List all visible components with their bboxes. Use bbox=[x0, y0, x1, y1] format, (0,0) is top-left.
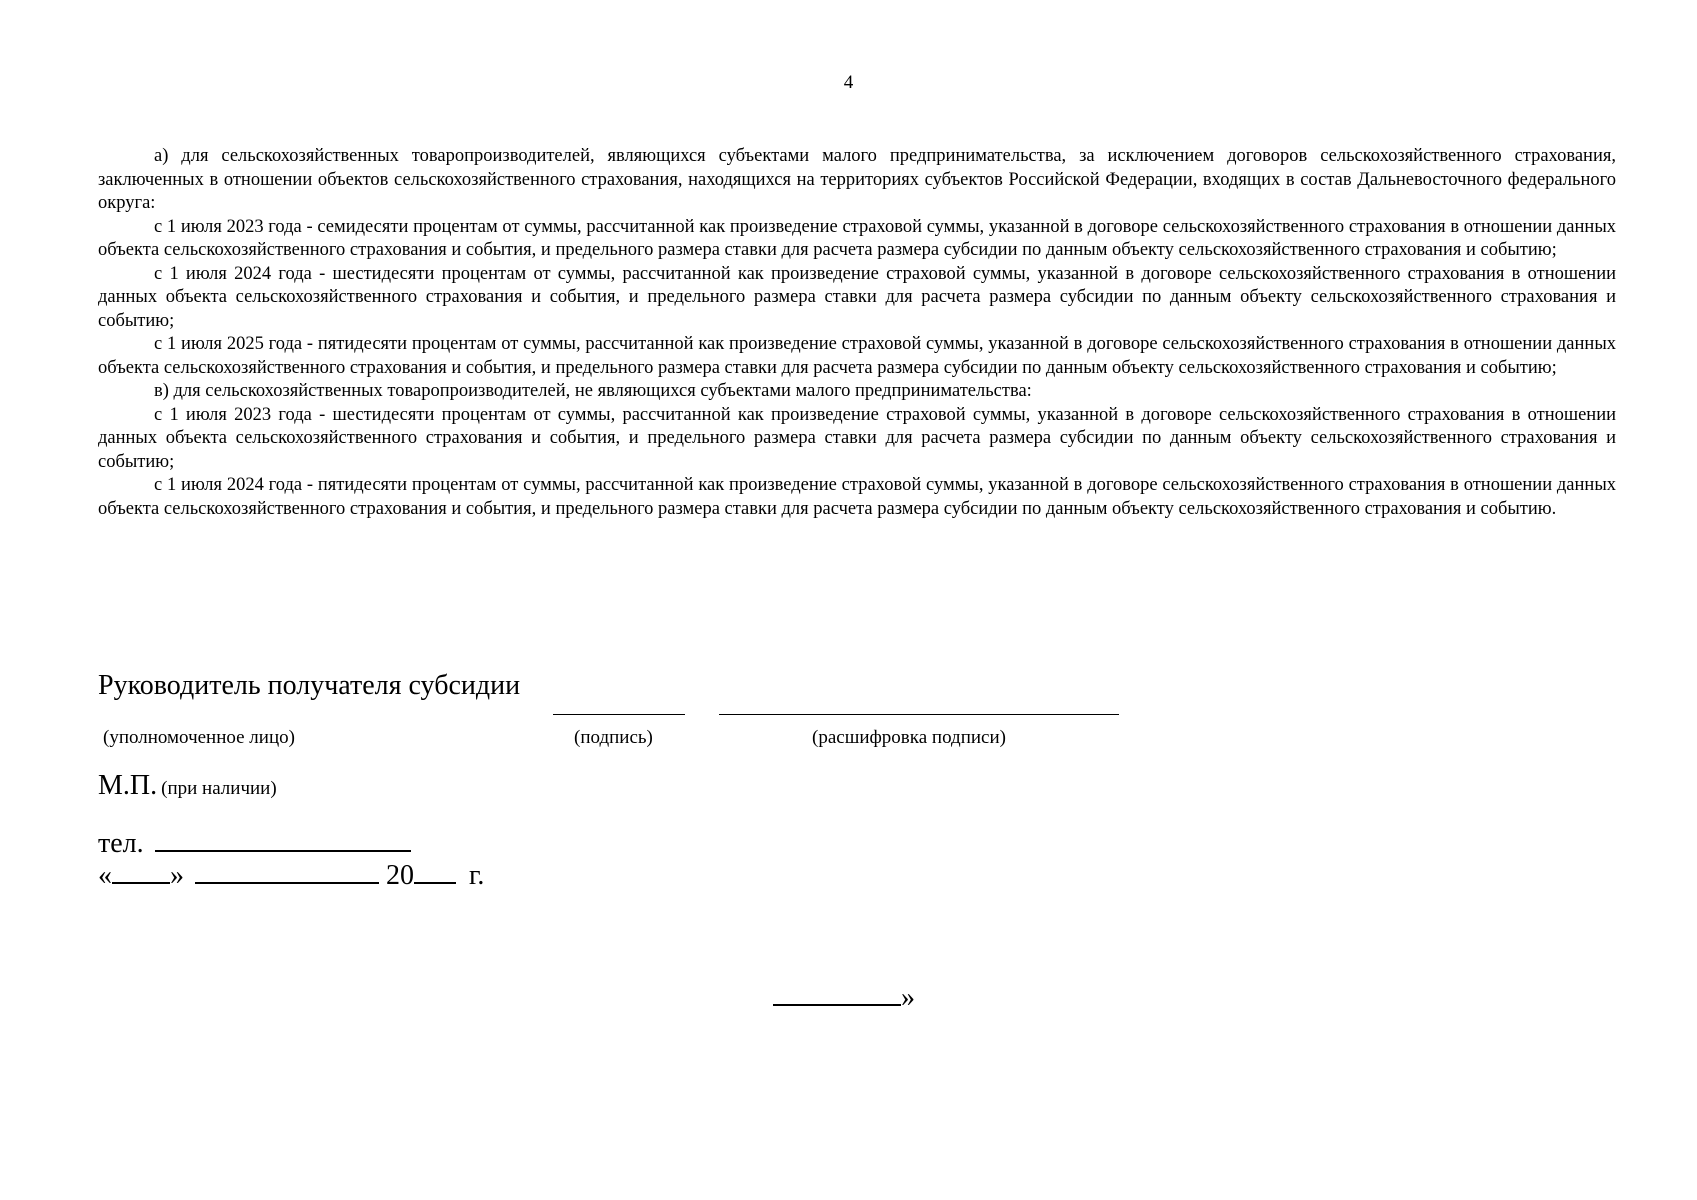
paragraph-a-2023: с 1 июля 2023 года - семидесяти процентам от суммы, рассчитанной как произведение страховой суммы, указанной в договоре сельскохозяйственного страхования в отношении данных объекта сельскохозяйственного страхования и события, и предельного размера ставки для расчета размера субсидии по данным объекту сельскохозяйственного страхования и событию; bbox=[98, 216, 1616, 260]
phone-field bbox=[98, 824, 411, 860]
body-text bbox=[98, 145, 1616, 521]
date-day-line bbox=[112, 856, 170, 884]
phone-line bbox=[155, 824, 411, 852]
paragraph-v-2023: с 1 июля 2023 года - шестидесяти процентам от суммы, рассчитанной как произведение страховой суммы, указанной в договоре сельскохозяйственного страхования в отношении данных объекта сельскохозяйственного страхования и события, и предельного размера ставки для расчета размера субсидии по данным объекту сельскохозяйственного страхования и событию; bbox=[98, 404, 1616, 472]
date-year-line bbox=[414, 856, 456, 884]
stamp-note: (при наличии) bbox=[161, 778, 277, 799]
date-month-line bbox=[195, 856, 379, 884]
date-year-suffix: г. bbox=[469, 860, 485, 891]
caption-signature-decoding: (расшифровка подписи) bbox=[812, 727, 1006, 748]
closing-quote: » bbox=[901, 982, 915, 1013]
phone-label: тел. bbox=[98, 828, 144, 859]
closing-line bbox=[773, 978, 901, 1006]
signature-decoding-line bbox=[719, 714, 1119, 715]
stamp-place bbox=[98, 770, 277, 802]
date-field bbox=[98, 856, 484, 892]
caption-signature: (подпись) bbox=[574, 727, 653, 748]
paragraph-v: в) для сельскохозяйственных товаропроизводителей, не являющихся субъектами малого предпринимательства: bbox=[154, 381, 1032, 401]
date-open-quote: « bbox=[98, 860, 112, 891]
page-number: 4 bbox=[843, 72, 854, 93]
date-close-quote: » bbox=[170, 860, 184, 891]
caption-authorized-person: (уполномоченное лицо) bbox=[103, 727, 295, 748]
paragraph-a-2025: с 1 июля 2025 года - пятидесяти процентам от суммы, рассчитанной как произведение страховой суммы, указанной в договоре сельскохозяйственного страхования в отношении данных объекта сельскохозяйственного страхования и события, и предельного размера ставки для расчета размера субсидии по данным объекту сельскохозяйственного страхования и событию; bbox=[98, 334, 1616, 378]
paragraph-v-2024: с 1 июля 2024 года - пятидесяти процентам от суммы, рассчитанной как произведение страховой суммы, указанной в договоре сельскохозяйственного страхования в отношении данных объекта сельскохозяйственного страхования и события, и предельного размера ставки для расчета размера субсидии по данным объекту сельскохозяйственного страхования и событию. bbox=[98, 475, 1616, 519]
signature-line bbox=[553, 714, 685, 715]
date-century: 20 bbox=[386, 860, 414, 891]
paragraph-a: а) для сельскохозяйственных товаропроизводителей, являющихся субъектами малого предпринимательства, за исключением договоров сельскохозяйственного страхования, заключенных в отношении объектов сельскохозяйственного страхования, находящихся на территориях субъектов Российской Федерации, входящих в состав Дальневосточного федерального округа: bbox=[98, 146, 1616, 213]
signature-title: Руководитель получателя субсидии bbox=[98, 670, 521, 701]
paragraph-a-2024: с 1 июля 2024 года - шестидесяти процентам от суммы, рассчитанной как произведение страховой суммы, указанной в договоре сельскохозяйственного страхования в отношении данных объекта сельскохозяйственного страхования и события, и предельного размера ставки для расчета размера субсидии по данным объекту сельскохозяйственного страхования и событию; bbox=[98, 263, 1616, 331]
closing-quote-block bbox=[773, 978, 915, 1014]
stamp-label: М.П. bbox=[98, 770, 158, 801]
